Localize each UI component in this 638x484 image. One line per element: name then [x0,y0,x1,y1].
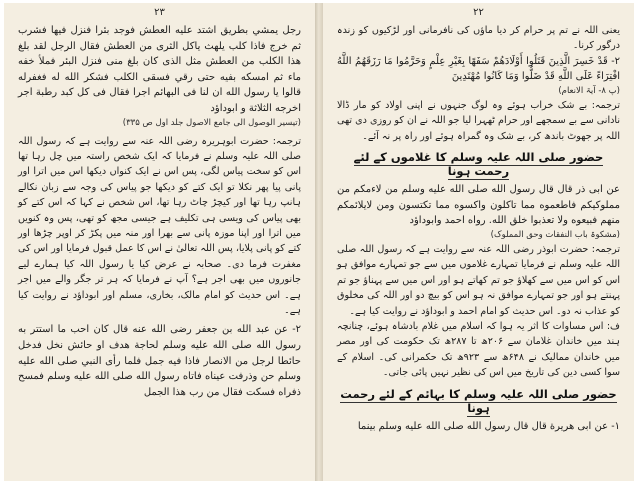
verse-reference: (پ ۸- آیۃ الانعام) [558,86,620,96]
section-heading [337,150,620,178]
page-number: ۲۲ [473,7,484,18]
page-body [18,23,301,475]
right-page [323,3,634,481]
section-heading-text: حضور صلی اللہ علیہ وسلم کا غلاموں کے لئے رحمت ہونا [353,150,604,179]
source-citation: (مشکوۃ باب النفقات وحق المملوک) [490,230,620,240]
section-heading-text: حضور صلی اللہ علیہ وسلم کا بہائم کے لئے رحمت ہونا [340,386,617,415]
source-citation: (تیسیر الوصول الی جامع الاصول جلد اول ص ۳۳۵) [122,117,301,128]
urdu-translation: ترجمہ: حضرت ابوذر رضی اللہ عنہ سے روایت ہے کہ رسول اللہ صلی اللہ علیہ وسلم نے فرمایا تمہارے غلاموں میں سے جو تمہارے موافق ہو اس کو اس میں سے کھلاؤ جو تم کھاتے ہو اور اس میں سے پہناؤ جو تم پہنتے ہو اور جو تمہارے موافق نہ ہو اس کو بیچ دو اور اللہ کی مخلوق کو عذاب نہ دو۔ اس حدیث کو امام احمد و ابوداؤد نے روایت کیا ہے۔ [337,244,620,317]
arabic-hadith-text: ١- عن ابى هريرة قال قال رسول الله صلى الله عليه وسلم بينما [357,420,620,432]
page-number: ۲۳ [154,7,165,18]
arabic-hadith-text: رجل يمشي بطريق اشتد عليه العطش فوجد بئرا فنزل فيها فشرب ثم خرج فاذا كلب يلهث ياكل الثرى من العطش فقال الرجل لقد بلغ هذا الكلب من العطش مثل الذى كان بلغ منى فنزل البئر فملأ خفه ماء ثم امسكه بفيه حتى رقي فسقى الكلب فشكر الله له فغفرله قالوا يا رسول الله ان لنا فى البهائم اجرا فقال فى كل كبد رطبة اجر اخرجه الثلاثة و ابوداؤد [18,25,301,114]
note-paragraph: ف: اس مساوات کا اثر یہ ہوا کہ اسلام میں غلام بادشاہ ہوئے، چنانچہ ہند میں خاندان غلامان سے ۲۰۶ھ تا ۲۸۷ھ تک حکومت کی اور مصر میں خاندان ممالیک نے ۶۴۸ھ سے ۹۲۳ھ تک حکمرانی کی۔ اسلام کے سوا کسی دین کی تاریخ میں اس کی نظیر نہیں پائی جاتی۔ [337,321,620,379]
urdu-translation: ترجمہ: بے شک خراب ہوئے وہ لوگ جنہوں نے اپنی اولاد کو مار ڈالا نادانی سے بے سمجھے اور حرام ٹھہرا لیا جو اللہ نے ان کو روزی دی تھی اللہ پر جھوٹ باندھ کر، بے شک وہ گمراہ ہوئے اور راہ پر نہ آئے۔ [337,100,620,142]
urdu-translation: ترجمہ: حضرت ابوہریرہ رضی اللہ عنہ سے روایت ہے کہ رسول اللہ صلی اللہ علیہ وسلم نے فرمایا کہ ایک شخص راستہ میں چل رہا تھا اس کو سخت پیاس لگی، پس اس نے ایک کنواں دیکھا اس میں اترا اور پانی پیا پھر نکلا تو ایک کتے کو دیکھا جو پیاس کی وجہ سے زبان نکالے ہانپ رہا تھا اور کیچڑ چاٹ رہا تھا، اس شخص نے کہا کہ اس کتے کو بھی پیاس کی ویسی ہی تکلیف ہے جیسی مجھ کو تھی، پس وہ کنویں میں اترا اور اپنا موزہ پانی سے بھرا اور منہ میں پکڑ کر اوپر چڑھا اور کتے کو پانی پلایا، پس اللہ تعالیٰ نے اس کا عمل قبول فرمایا اور اس کی مغفرت فرما دی۔ صحابہ نے عرض کیا یا رسول اللہ کیا ہمارے لیے جانوروں میں بھی اجر ہے؟ آپ نے فرمایا کہ ہر تر جگر والے میں اجر ہے۔ اس حدیث کو امام مالک، بخاری، مسلم اور ابوداؤد نے روایت کیا ہے۔ [18,135,301,317]
left-page [4,3,315,481]
page-body [337,23,620,475]
arabic-hadith-text: ۲- عن عبد الله بن جعفر رضى الله عنه قال كان احب ما استتر به رسول الله صلى الله عليه وسلم لحاجة هدف او حائش نخل فدخل حائطا لرجل من الانصار فاذا فيه جمل فلما رأى النبي صلى الله عليه وسلم حن وذرفت عيناه فاتاه رسول الله صلى الله عليه وسلم فمسح ذفراه فسكت فقال من رب هذا الجمل [18,324,301,398]
quran-verse: ٢- قَدْ خَسِرَ الَّذِينَ قَتَلُوا أَوْلَادَهُمْ سَفَهًا بِغَيْرِ عِلْمٍ وَحَرَّمُوا مَا رَزَقَهُمُ اللَّهُ افْتِرَاءً عَلَى اللَّهِ قَدْ ضَلُّوا وَمَا كَانُوا مُهْتَدِينَ [337,55,620,83]
intro-text: یعنی اللہ نے تم پر حرام کر دیا ماؤں کی نافرمانی اور لڑکیوں کو زندہ درگور کرنا۔ [337,25,620,52]
arabic-hadith-text: عن ابى ذر قال قال رسول الله صلى الله عليه وسلم من لاءمكم من مملوكيكم فاطعموه مما تاكلون واكسوه مما تكتسون ومن لايلائمكم منهم فبيعوه ولا تعذبوا خلق الله. رواه احمد وابوداؤد [337,184,620,227]
section-heading [337,387,620,415]
book-gutter [315,3,323,481]
open-book [4,3,634,481]
